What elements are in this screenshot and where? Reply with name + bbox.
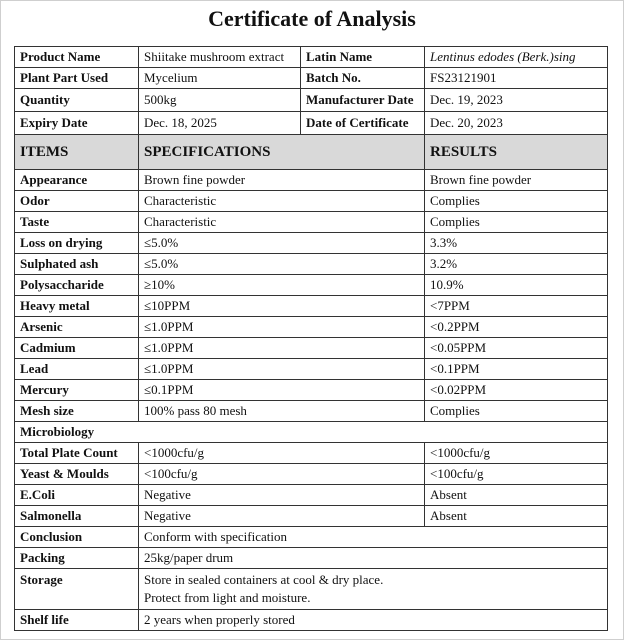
- test-item: Sulphated ash: [15, 254, 139, 275]
- test-row: [15, 338, 608, 359]
- shelf-life-label: Shelf life: [15, 610, 139, 631]
- test-result: <0.02PPM: [425, 380, 608, 401]
- storage-row: [15, 569, 608, 610]
- column-header-results: RESULTS: [425, 135, 608, 170]
- document-title: Certificate of Analysis: [208, 6, 416, 31]
- storage-line-2: Protect from light and moisture.: [144, 590, 311, 605]
- product-name-label: Product Name: [15, 47, 139, 68]
- test-spec: 100% pass 80 mesh: [139, 401, 425, 422]
- cert-date-label: Date of Certificate: [301, 112, 425, 135]
- test-result: Absent: [425, 485, 608, 506]
- conclusion-row: [15, 527, 608, 548]
- footer-section: [15, 527, 608, 631]
- test-row: [15, 212, 608, 233]
- test-result: 3.2%: [425, 254, 608, 275]
- test-spec: ≤1.0PPM: [139, 317, 425, 338]
- test-result: <100cfu/g: [425, 464, 608, 485]
- column-header-items: ITEMS: [15, 135, 139, 170]
- test-result: Complies: [425, 191, 608, 212]
- test-row: [15, 464, 608, 485]
- test-item: Mercury: [15, 380, 139, 401]
- test-spec: Negative: [139, 485, 425, 506]
- test-item: Total Plate Count: [15, 443, 139, 464]
- test-item: Lead: [15, 359, 139, 380]
- tests-section: [15, 170, 608, 422]
- expiry-label: Expiry Date: [15, 112, 139, 135]
- test-row: [15, 296, 608, 317]
- micro-tests-section: [15, 443, 608, 527]
- test-result: Complies: [425, 401, 608, 422]
- test-spec: Brown fine powder: [139, 170, 425, 191]
- test-item: Mesh size: [15, 401, 139, 422]
- coa-table: [14, 46, 608, 631]
- test-item: E.Coli: [15, 485, 139, 506]
- batch-value: FS23121901: [425, 68, 608, 89]
- latin-name-label: Latin Name: [301, 47, 425, 68]
- storage-label: Storage: [15, 569, 139, 610]
- test-result: Brown fine powder: [425, 170, 608, 191]
- test-spec: Negative: [139, 506, 425, 527]
- batch-label: Batch No.: [301, 68, 425, 89]
- test-row: [15, 275, 608, 296]
- test-result: 3.3%: [425, 233, 608, 254]
- mfg-date-value: Dec. 19, 2023: [425, 89, 608, 112]
- test-spec: ≤10PPM: [139, 296, 425, 317]
- microbiology-section: [15, 422, 608, 443]
- test-item: Cadmium: [15, 338, 139, 359]
- test-result: Absent: [425, 506, 608, 527]
- test-row: [15, 254, 608, 275]
- test-row: [15, 380, 608, 401]
- test-result: <0.2PPM: [425, 317, 608, 338]
- test-row: [15, 506, 608, 527]
- test-item: Appearance: [15, 170, 139, 191]
- test-spec: ≤1.0PPM: [139, 359, 425, 380]
- test-result: <7PPM: [425, 296, 608, 317]
- quantity-value: 500kg: [139, 89, 301, 112]
- test-item: Heavy metal: [15, 296, 139, 317]
- test-spec: ≥10%: [139, 275, 425, 296]
- header-row: [15, 89, 608, 112]
- test-spec: ≤0.1PPM: [139, 380, 425, 401]
- test-spec: <100cfu/g: [139, 464, 425, 485]
- test-item: Arsenic: [15, 317, 139, 338]
- cert-date-value: Dec. 20, 2023: [425, 112, 608, 135]
- test-spec: ≤5.0%: [139, 233, 425, 254]
- microbiology-heading: Microbiology: [15, 422, 608, 443]
- storage-line-1: Store in sealed containers at cool & dry place.: [144, 572, 384, 587]
- shelf-life-value: 2 years when properly stored: [139, 610, 608, 631]
- test-item: Loss on drying: [15, 233, 139, 254]
- test-result: <0.05PPM: [425, 338, 608, 359]
- test-result: <1000cfu/g: [425, 443, 608, 464]
- packing-row: [15, 548, 608, 569]
- product-name-value: Shiitake mushroom extract: [139, 47, 301, 68]
- mfg-date-label: Manufacturer Date: [301, 89, 425, 112]
- test-item: Polysaccharide: [15, 275, 139, 296]
- latin-name-value: Lentinus edodes (Berk.)sing: [425, 47, 608, 68]
- expiry-value: Dec. 18, 2025: [139, 112, 301, 135]
- test-row: [15, 401, 608, 422]
- test-item: Yeast & Moulds: [15, 464, 139, 485]
- column-header-row: [15, 135, 608, 170]
- header-row: [15, 68, 608, 89]
- test-result: Complies: [425, 212, 608, 233]
- test-row: [15, 443, 608, 464]
- test-row: [15, 170, 608, 191]
- test-row: [15, 233, 608, 254]
- test-spec: ≤1.0PPM: [139, 338, 425, 359]
- test-spec: <1000cfu/g: [139, 443, 425, 464]
- packing-label: Packing: [15, 548, 139, 569]
- conclusion-value: Conform with specification: [139, 527, 608, 548]
- test-result: <0.1PPM: [425, 359, 608, 380]
- plant-part-label: Plant Part Used: [15, 68, 139, 89]
- shelf-life-row: [15, 610, 608, 631]
- test-item: Taste: [15, 212, 139, 233]
- test-result: 10.9%: [425, 275, 608, 296]
- plant-part-value: Mycelium: [139, 68, 301, 89]
- storage-value: [139, 569, 608, 610]
- test-row: [15, 191, 608, 212]
- test-item: Salmonella: [15, 506, 139, 527]
- conclusion-label: Conclusion: [15, 527, 139, 548]
- test-spec: Characteristic: [139, 212, 425, 233]
- header-row: [15, 47, 608, 68]
- test-row: [15, 485, 608, 506]
- header-info: [15, 47, 608, 170]
- test-row: [15, 317, 608, 338]
- test-spec: Characteristic: [139, 191, 425, 212]
- column-header-specs: SPECIFICATIONS: [139, 135, 425, 170]
- quantity-label: Quantity: [15, 89, 139, 112]
- test-row: [15, 359, 608, 380]
- header-row: [15, 112, 608, 135]
- microbiology-heading-row: [15, 422, 608, 443]
- packing-value: 25kg/paper drum: [139, 548, 608, 569]
- test-spec: ≤5.0%: [139, 254, 425, 275]
- test-item: Odor: [15, 191, 139, 212]
